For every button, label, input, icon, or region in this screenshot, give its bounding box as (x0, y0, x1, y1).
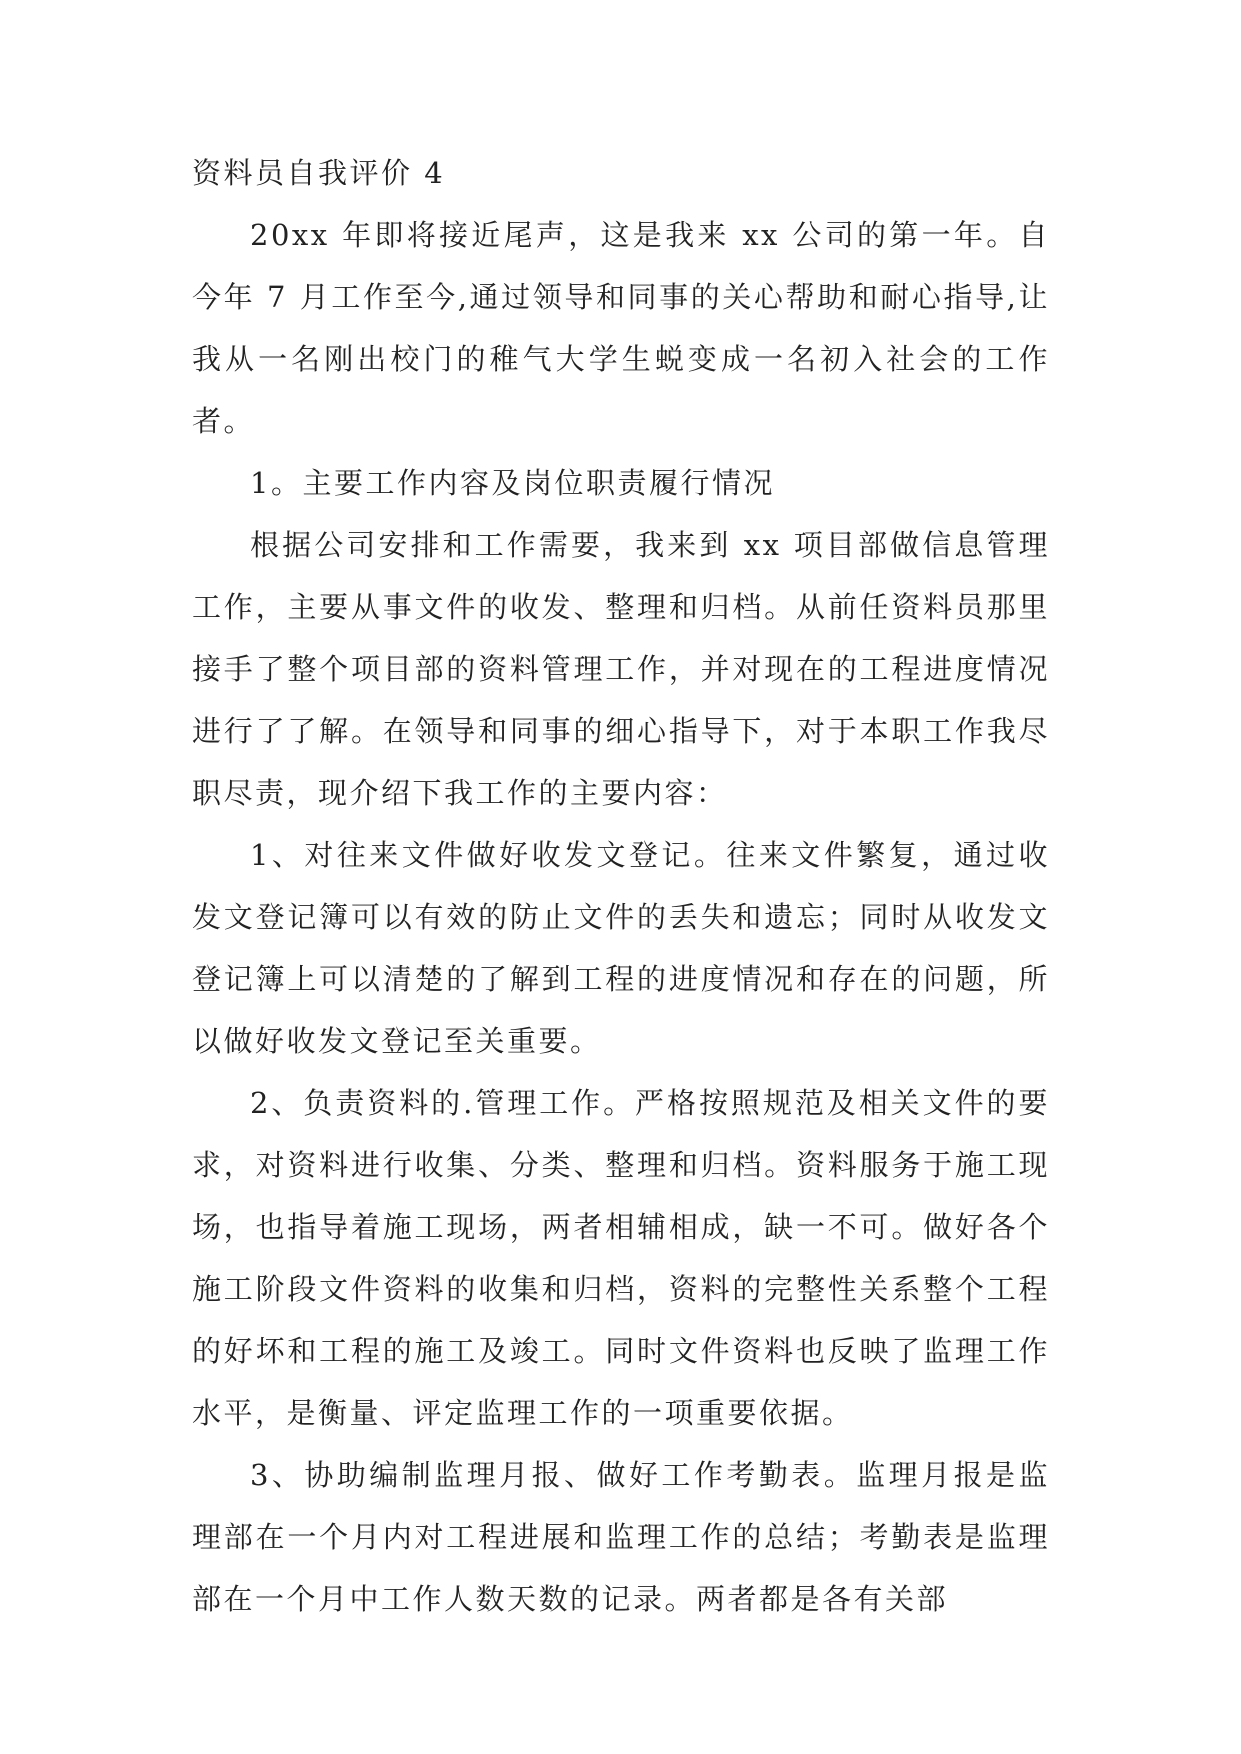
paragraph-item-2: 2、负责资料的.管理工作。严格按照规范及相关文件的要求，对资料进行收集、分类、整理和归档。资料服务于施工现场，也指导着施工现场，两者相辅相成，缺一不可。做好各个施工阶段文件资料的收集和归档，资料的完整性关系整个工程的好坏和工程的施工及竣工。同时文件资料也反映了监理工作水平，是衡量、评定监理工作的一项重要依据。 (192, 1086, 1050, 1430)
section-heading: 1。主要工作内容及岗位职责履行情况 (250, 466, 775, 500)
paragraph-work-overview: 根据公司安排和工作需要，我来到 xx 项目部做信息管理工作，主要从事文件的收发、整理和归档。从前任资料员那里接手了整个项目部的资料管理工作，并对现在的工程进度情况进行了了解。在领导和同事的细心指导下，对于本职工作我尽职尽责，现介绍下我工作的主要内容： (192, 528, 1050, 810)
paragraph-intro: 20xx 年即将接近尾声，这是我来 xx 公司的第一年。自今年 7 月工作至今,通过领导和同事的关心帮助和耐心指导,让我从一名刚出校门的稚气大学生蜕变成一名初入社会的工作者。 (192, 218, 1050, 438)
document-body (192, 142, 1050, 1630)
document-title: 资料员自我评价 4 (192, 156, 446, 190)
paragraph-item-1: 1、对往来文件做好收发文登记。往来文件繁复，通过收发文登记簿可以有效的防止文件的丢失和遗忘；同时从收发文登记簿上可以清楚的了解到工程的进度情况和存在的问题，所以做好收发文登记至关重要。 (192, 838, 1050, 1058)
paragraph-item-3: 3、协助编制监理月报、做好工作考勤表。监理月报是监理部在一个月内对工程进展和监理工作的总结；考勤表是监理部在一个月中工作人数天数的记录。两者都是各有关部 (192, 1458, 1050, 1616)
